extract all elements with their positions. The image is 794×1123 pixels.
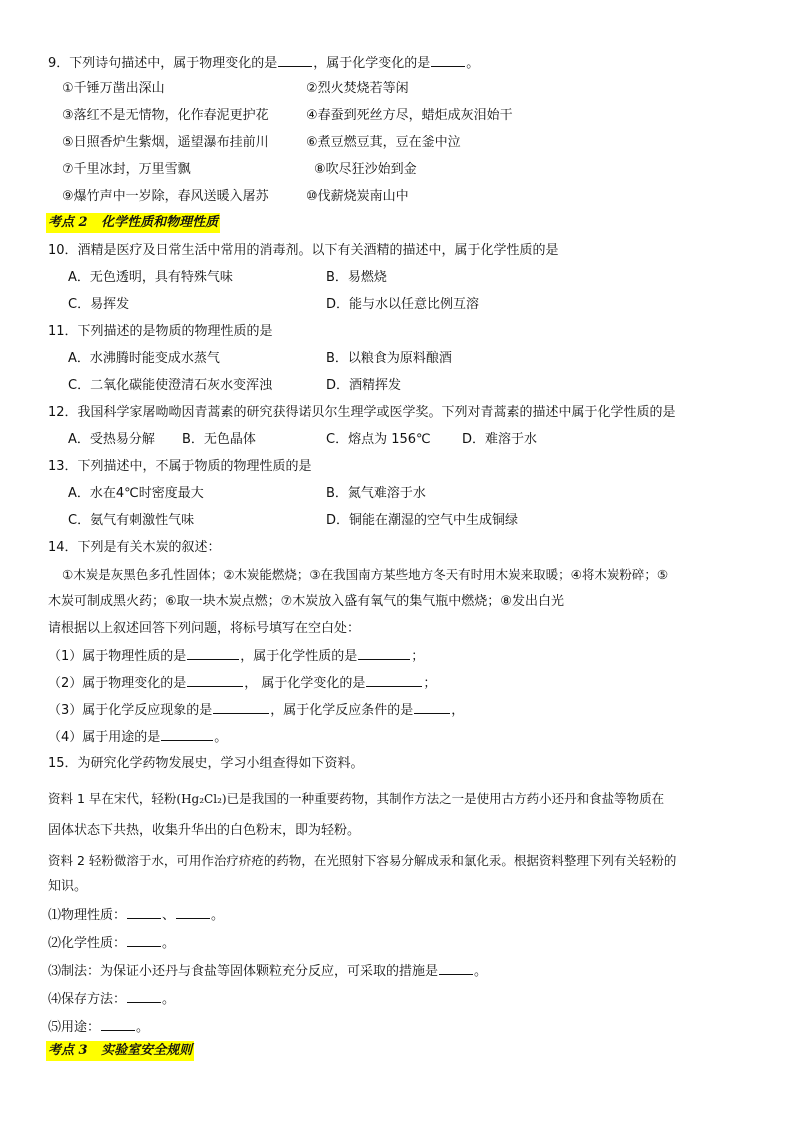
q14-sub-1: （1）属于物理性质的是 ，属于化学性质的是 ；	[0, 645, 794, 667]
option-d[interactable]: D．铜能在潮湿的空气中生成铜绿	[326, 513, 519, 528]
q14-text: ①木炭是灰黑色多孔性固体；②木炭能燃烧；③在我国南方某些地方冬天有时用木炭来取暖；④将木炭粉碎；⑤	[62, 567, 669, 582]
q12-stem: 12．我国科学家屠呦呦因青蒿素的研究获得诺贝尔生理学或医学奖。下列对青蒿素的描述中属于化学性质的是	[48, 405, 676, 420]
q10-options-row	[0, 294, 794, 316]
q11-stem: 11．下列描述的是物质的物理性质的是	[48, 324, 273, 339]
section-heading-3: 考点 3 实验室安全规则	[46, 1041, 194, 1061]
option-b[interactable]: B．氮气难溶于水	[326, 486, 426, 501]
option-c[interactable]: C．二氧化碳能使澄清石灰水变浑浊	[68, 378, 273, 393]
option-d[interactable]: D．能与水以任意比例互溶	[326, 297, 480, 312]
q15-material-2-cont: 知识。	[48, 879, 88, 894]
q15-part-5: ⑸用途： 。	[0, 1016, 794, 1038]
q9-option-row: ①千锤万凿出深山 ②烈火焚烧若等闲	[62, 81, 409, 96]
answer-blank[interactable]	[187, 672, 243, 687]
answer-blank[interactable]	[213, 699, 269, 714]
q15-part-1: ⑴物理性质： 、 。	[0, 904, 794, 926]
q9-option-row: ⑨爆竹声中一岁除，春风送暖入屠苏 ⑩伐薪烧炭南山中	[62, 189, 409, 204]
q11-options-row	[0, 348, 794, 370]
q10-options-row	[0, 267, 794, 289]
answer-blank[interactable]	[127, 932, 161, 947]
answer-blank[interactable]	[439, 960, 473, 975]
q15-stem: 15．为研究化学药物发展史，学习小组查得如下资料。	[48, 756, 364, 771]
option-b[interactable]: B．易燃烧	[326, 270, 387, 285]
answer-blank[interactable]	[101, 1016, 135, 1031]
q15-material-1-cont: 固体状态下共热，收集升华出的白色粉末，即为轻粉。	[48, 823, 361, 838]
option-a[interactable]: A．受热易分解	[68, 432, 155, 447]
q13-stem: 13．下列描述中，不属于物质的物理性质的是	[48, 459, 312, 474]
answer-blank[interactable]	[187, 645, 239, 660]
option-c[interactable]: C．氨气有刺激性气味	[68, 513, 195, 528]
q15-material-1: 资料 1 早在宋代，轻粉(Hg₂Cl₂)已是我国的一种重要药物，其制作方法之一是使用古方药小还丹和食盐等物质在	[48, 791, 665, 806]
q9-stem: 9．下列诗句描述中，属于物理变化的是 ，属于化学变化的是 。	[0, 52, 794, 74]
q9-option-row: ⑦千里冰封，万里雪飘 ⑧吹尽狂沙始到金	[62, 162, 417, 177]
option-b[interactable]: B．以粮食为原料酿酒	[326, 351, 452, 366]
option-d[interactable]: D．酒精挥发	[326, 378, 402, 393]
q14-sub-4: （4）属于用途的是 。	[0, 726, 794, 748]
answer-blank[interactable]	[414, 699, 450, 714]
option-a[interactable]: A．水在4℃时密度最大	[68, 486, 204, 501]
answer-blank[interactable]	[176, 904, 210, 919]
chemical-formula: (Hg₂Cl₂)	[176, 792, 227, 806]
q14-sub-2: （2）属于物理变化的是 ， 属于化学变化的是 ；	[0, 672, 794, 694]
q14-stem: 14．下列是有关木炭的叙述：	[48, 540, 221, 555]
q14-instruction: 请根据以上叙述回答下列问题，将标号填写在空白处：	[48, 621, 361, 636]
q13-options-row	[0, 483, 794, 505]
q11-options-row	[0, 375, 794, 397]
answer-blank[interactable]	[358, 645, 410, 660]
q15-material-2: 资料 2 轻粉微溶于水，可用作治疗疥疮的药物，在光照射下容易分解成汞和氯化汞。根据资料整理下列有关轻粉的	[48, 853, 677, 868]
q9-option-row: ③落红不是无情物，化作春泥更护花 ④春蚕到死丝方尽，蜡炬成灰泪始干	[62, 108, 513, 123]
q13-options-row	[0, 510, 794, 532]
option-d[interactable]: D．难溶于水	[462, 432, 538, 447]
q10-stem: 10．酒精是医疗及日常生活中常用的消毒剂。以下有关酒精的描述中，属于化学性质的是	[48, 243, 559, 258]
option-a[interactable]: A．无色透明，具有特殊气味	[68, 270, 233, 285]
answer-blank[interactable]	[431, 52, 465, 67]
answer-blank[interactable]	[278, 52, 312, 67]
q15-part-4: ⑷保存方法： 。	[0, 988, 794, 1010]
answer-blank[interactable]	[127, 988, 161, 1003]
section-heading-2: 考点 2 化学性质和物理性质	[46, 213, 220, 233]
answer-blank[interactable]	[127, 904, 161, 919]
option-c[interactable]: C．熔点为 156℃	[326, 432, 431, 447]
option-b[interactable]: B．无色晶体	[182, 432, 256, 447]
option-c[interactable]: C．易挥发	[68, 297, 130, 312]
q15-part-2: ⑵化学性质： 。	[0, 932, 794, 954]
q12-options-row	[0, 429, 794, 451]
q14-text: 木炭可制成黑火药；⑥取一块木炭点燃；⑦木炭放入盛有氧气的集气瓶中燃烧；⑧发出白光	[48, 594, 564, 609]
q14-sub-3: （3）属于化学反应现象的是 ，属于化学反应条件的是 ，	[0, 699, 794, 721]
option-a[interactable]: A．水沸腾时能变成水蒸气	[68, 351, 220, 366]
answer-blank[interactable]	[366, 672, 422, 687]
q9-option-row: ⑤日照香炉生紫烟，遥望瀑布挂前川 ⑥煮豆燃豆萁，豆在釜中泣	[62, 135, 461, 150]
answer-blank[interactable]	[161, 726, 213, 741]
q15-part-3: ⑶制法：为保证小还丹与食盐等固体颗粒充分反应，可采取的措施是 。	[0, 960, 794, 982]
